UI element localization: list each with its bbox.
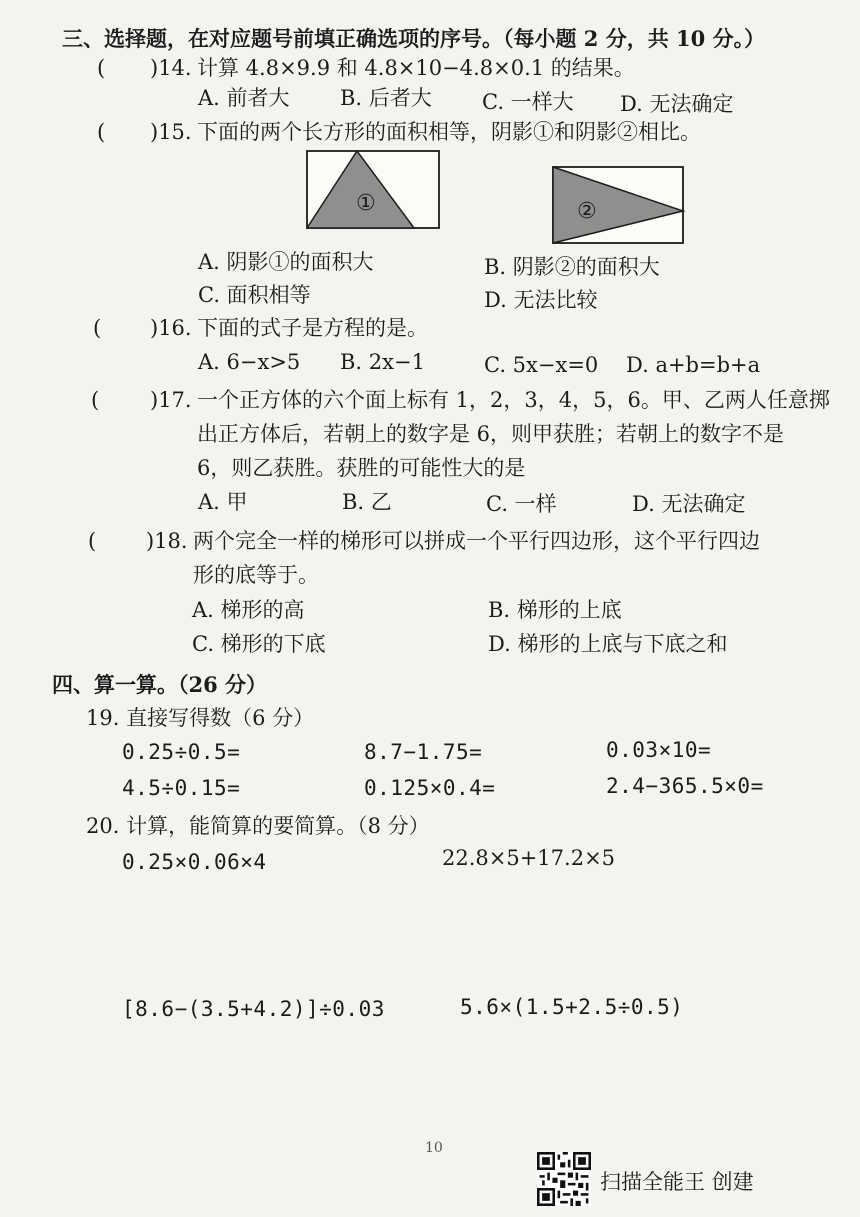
section-3-title: 三、选择题，在对应题号前填正确选项的序号。（每小题 2 分，共 10 分。） — [62, 26, 766, 51]
q18-option-c: C. 梯形的下底 — [192, 632, 326, 656]
q14-number: )14. — [150, 56, 192, 80]
q19-item-4: 4.5÷0.15= — [122, 776, 241, 800]
q18-option-a: A. 梯形的高 — [192, 598, 305, 622]
q16-number: )16. — [150, 316, 192, 340]
q19-item-5: 0.125×0.4= — [364, 776, 496, 800]
q16-option-d: D. a+b=b+a — [626, 353, 761, 377]
q15-paren: ( — [97, 120, 106, 144]
shaded-rectangle-figure-1 — [306, 150, 440, 230]
q14-text: 计算 4.8×9.9 和 4.8×10−4.8×0.1 的结果。 — [197, 56, 635, 80]
q17-option-a: A. 甲 — [198, 490, 248, 514]
q15-option-d: D. 无法比较 — [484, 288, 598, 312]
q17-text-line-1: 一个正方体的六个面上标有 1，2，3，4，5，6。甲、乙两人任意掷 — [197, 388, 830, 412]
scanner-watermark-text: 扫描全能王 创建 — [600, 1170, 754, 1194]
q17-option-b: B. 乙 — [342, 490, 392, 514]
q14-option-d: D. 无法确定 — [620, 92, 734, 116]
q15-option-c: C. 面积相等 — [198, 283, 311, 307]
q17-number: )17. — [150, 388, 192, 412]
q19-item-2: 8.7−1.75= — [364, 740, 483, 764]
q14-option-c: C. 一样大 — [482, 90, 574, 114]
q17-paren: ( — [91, 388, 100, 412]
q18-text-line-2: 形的底等于。 — [193, 563, 319, 587]
q15-number: )15. — [150, 120, 192, 144]
q19-item-3: 0.03×10= — [606, 738, 712, 762]
q19-item-6: 2.4−365.5×0= — [606, 774, 764, 798]
q14-option-b: B. 后者大 — [340, 86, 432, 110]
q16-text: 下面的式子是方程的是。 — [197, 316, 428, 340]
q17-text-line-2: 出正方体后，若朝上的数字是 6，则甲获胜；若朝上的数字不是 — [197, 422, 785, 446]
q15-option-b: B. 阴影②的面积大 — [484, 255, 660, 279]
figure-2-label: ② — [577, 199, 597, 224]
q18-text-line-1: 两个完全一样的梯形可以拼成一个平行四边形，这个平行四边 — [193, 529, 760, 553]
q16-option-a: A. 6−x>5 — [198, 350, 301, 374]
q20-item-2: 22.8×5+17.2×5 — [442, 846, 616, 870]
q18-paren: ( — [88, 529, 97, 553]
q20-title: 20. 计算，能简算的要简算。（8 分） — [86, 814, 430, 838]
q15-option-a: A. 阴影①的面积大 — [198, 250, 374, 274]
q18-option-d: D. 梯形的上底与下底之和 — [488, 632, 728, 656]
q17-text-line-3: 6，则乙获胜。获胜的可能性大的是 — [197, 456, 526, 480]
q17-option-c: C. 一样 — [486, 492, 557, 516]
q17-option-d: D. 无法确定 — [632, 492, 746, 516]
q16-option-c: C. 5x−x=0 — [484, 353, 599, 377]
figure-1-label: ① — [356, 191, 376, 216]
q18-option-b: B. 梯形的上底 — [488, 598, 622, 622]
q20-item-1: 0.25×0.06×4 — [122, 850, 267, 874]
q19-title: 19. 直接写得数（6 分） — [86, 706, 315, 730]
page-number: 10 — [425, 1140, 443, 1156]
q20-item-4: 5.6×(1.5+2.5÷0.5) — [460, 995, 684, 1019]
q20-item-3: [8.6−(3.5+4.2)]÷0.03 — [122, 997, 385, 1021]
shaded-rectangle-figure-2 — [552, 166, 686, 246]
qr-code-icon — [537, 1152, 591, 1206]
q14-paren: ( — [97, 56, 106, 80]
q18-number: )18. — [146, 529, 188, 553]
section-4-title: 四、算一算。（26 分） — [52, 672, 268, 697]
q16-paren: ( — [93, 316, 102, 340]
q14-option-a: A. 前者大 — [198, 86, 290, 110]
q15-text: 下面的两个长方形的面积相等，阴影①和阴影②相比。 — [197, 120, 701, 144]
q19-item-1: 0.25÷0.5= — [122, 740, 241, 764]
q16-option-b: B. 2x−1 — [340, 350, 425, 374]
